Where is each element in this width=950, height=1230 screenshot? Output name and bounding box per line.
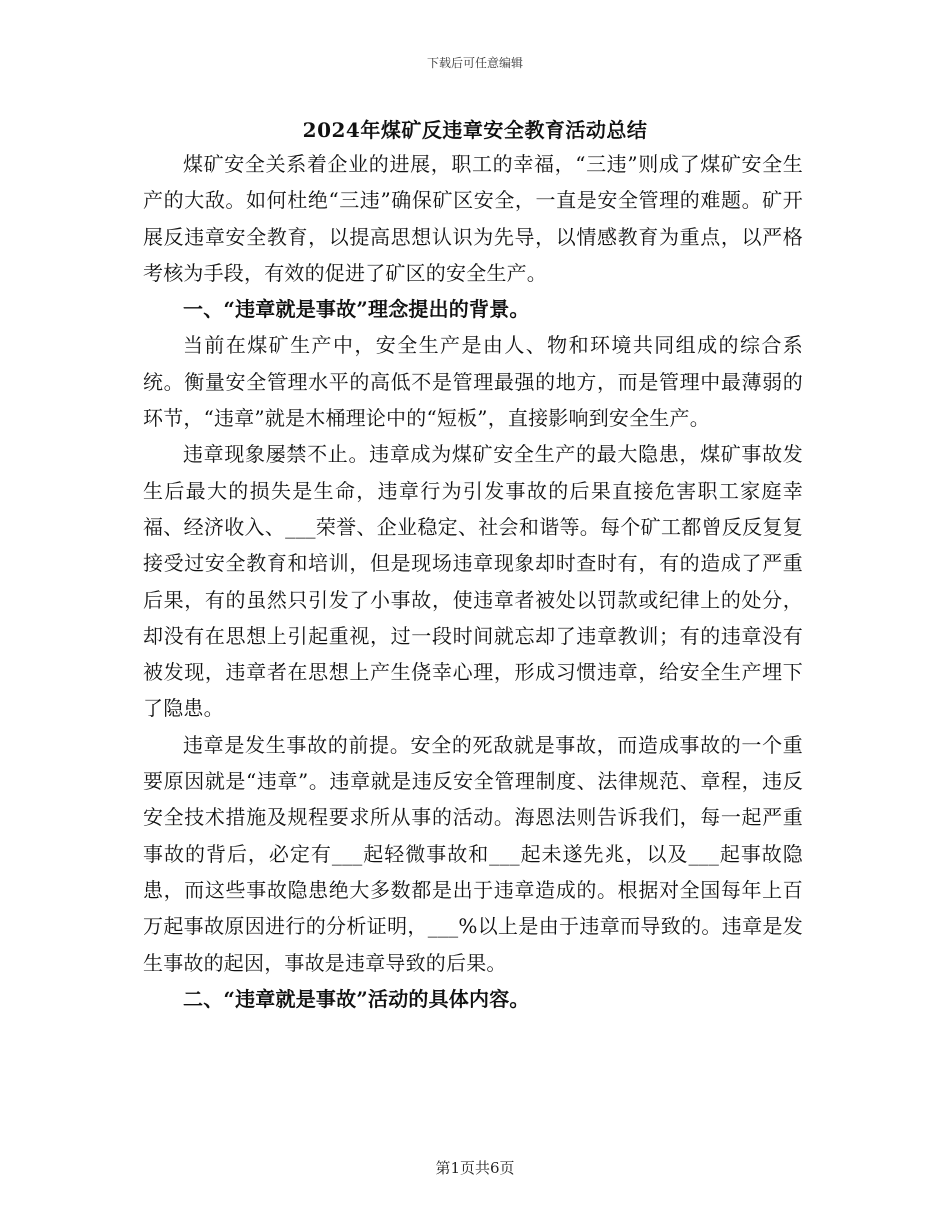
header-note: 下载后可任意编辑 [426, 56, 523, 70]
document-body [143, 146, 803, 1017]
document-title: 2024年煤矿反违章安全教育活动总结 [302, 118, 648, 142]
paragraph-background: 当前在煤矿生产中，安全生产是由人、物和环境共同组成的综合系统。衡量安全管理水平的高低不是管理最强的地方，而是管理中最薄弱的环节，“违章”就是木桶理论中的“短板”，直接影响到安全生产。 [143, 333, 803, 431]
section-heading-1: 一、“违章就是事故”理念提出的背景。 [183, 297, 530, 322]
paragraph-violations: 违章现象屡禁不止。违章成为煤矿安全生产的最大隐患，煤矿事故发生后最大的损失是生命，违章行为引发事故的后果直接危害职工家庭幸福、经济收入、___荣誉、企业稳定、社会和谐等。每个矿工都曾反反复复接受过安全教育和培训，但是现场违章现象却时查时有，有的造成了严重后果，有的虽然只引发了小事故，使违章者被处以罚款或纪律上的处分，却没有在思想上引起重视，过一段时间就忘却了违章教训；有的违章没有被发现，违章者在思想上产生侥幸心理，形成习惯违章，给安全生产埋下了隐患。 [143, 442, 803, 721]
section-heading-2: 二、“违章就是事故”活动的具体内容。 [183, 986, 530, 1011]
page-number: 第1页共6页 [435, 1159, 515, 1177]
paragraph-intro: 煤矿安全关系着企业的进展，职工的幸福，“三违”则成了煤矿安全生产的大敌。如何杜绝“三违”确保矿区安全，一直是安全管理的难题。矿开展反违章安全教育，以提高思想认识为先导，以情感教育为重点，以严格考核为手段，有效的促进了矿区的安全生产。 [143, 152, 803, 285]
paragraph-accident-premise: 违章是发生事故的前提。安全的死敌就是事故，而造成事故的一个重要原因就是“违章”。违章就是违反安全管理制度、法律规范、章程，违反安全技术措施及规程要求所从事的活动。海恩法则告诉我们，每一起严重事故的背后，必定有___起轻微事故和___起未遂先兆，以及___起事故隐患，而这些事故隐患绝大多数都是出于违章造成的。根据对全国每年上百万起事故原因进行的分析证明，___%以上是由于违章而导致的。违章是发生事故的起因，事故是违章导致的后果。 [143, 732, 803, 975]
